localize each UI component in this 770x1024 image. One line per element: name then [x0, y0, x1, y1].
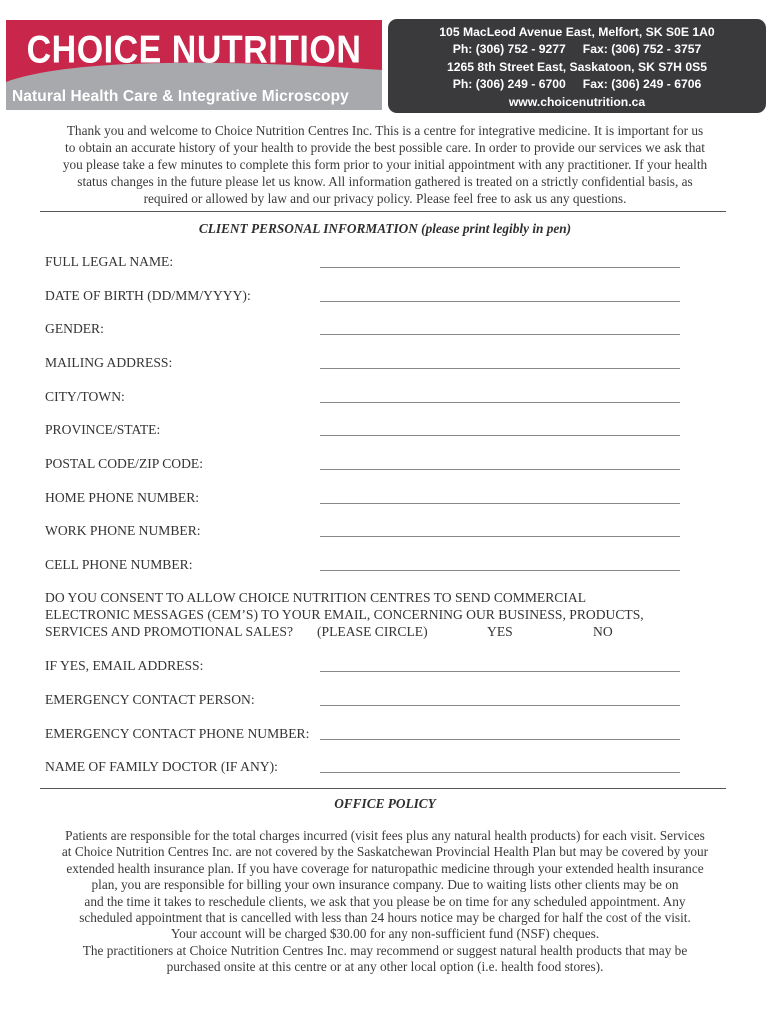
intro-line: you please take a few minutes to complete this form prior to your initial appointment with any practitioner. If your health — [62, 157, 708, 172]
gender-label: GENDER: — [45, 321, 104, 336]
office-policy-text — [40, 828, 730, 976]
section-divider — [40, 788, 726, 789]
city-field[interactable] — [320, 402, 680, 403]
gender-field[interactable] — [320, 334, 680, 335]
policy-line: purchased onsite at this centre or at any other local option (i.e. health food stores). — [166, 959, 604, 975]
intro-line: status changes in the future please let us know. All information gathered is treated on a strictly confidential basis, as — [77, 174, 693, 189]
policy-line: and the time it takes to reschedule clients, we ask that you please be on time for any scheduled appointment. Any — [84, 893, 686, 909]
saskatoon-phone: Ph: (306) 249 - 6700 Fax: (306) 249 - 6706 — [452, 77, 702, 92]
consent-line: SERVICES AND PROMOTIONAL SALES? — [45, 624, 294, 639]
consent-no-option[interactable]: NO — [593, 624, 613, 639]
cell-phone-field[interactable] — [320, 570, 680, 571]
intro-line: Thank you and welcome to Choice Nutrition Centres Inc. This is a centre for integrative medicine. It is important for us — [66, 123, 704, 138]
please-circle-label: (PLEASE CIRCLE) — [317, 624, 428, 639]
mailing-address-field[interactable] — [320, 368, 680, 369]
policy-line: Your account will be charged $30.00 for any non-sufficient fund (NSF) cheques. — [170, 926, 600, 942]
policy-line: plan, you are responsible for billing your own insurance company. Due to waiting lists other clients may be on — [91, 877, 679, 893]
province-field[interactable] — [320, 435, 680, 436]
dob-label: DATE OF BIRTH (DD/MM/YYYY): — [45, 288, 251, 303]
melfort-phone: Ph: (306) 752 - 9277 Fax: (306) 752 - 3757 — [452, 42, 702, 57]
home-phone-field[interactable] — [320, 503, 680, 504]
email-label: IF YES, EMAIL ADDRESS: — [45, 658, 204, 673]
logo-tagline: Natural Health Care & Integrative Microscopy — [12, 88, 349, 105]
emergency-contact-label: EMERGENCY CONTACT PERSON: — [45, 692, 255, 707]
family-doctor-field[interactable] — [320, 772, 680, 773]
emergency-phone-field[interactable] — [320, 739, 680, 740]
intro-line: required or allowed by law and our privacy policy. Please feel free to ask us any questions. — [143, 191, 627, 206]
emergency-contact-field[interactable] — [320, 705, 680, 706]
consent-yes-option[interactable]: YES — [487, 624, 513, 639]
consent-line: DO YOU CONSENT TO ALLOW CHOICE NUTRITION CENTRES TO SEND COMMERCIAL — [45, 590, 586, 605]
policy-line: extended health insurance plan. If you have coverage for naturopathic medicine through your extended health insurance — [66, 860, 704, 876]
dob-field[interactable] — [320, 301, 680, 302]
work-phone-label: WORK PHONE NUMBER: — [45, 523, 201, 538]
policy-line: at Choice Nutrition Centres Inc. are not covered by the Saskatchewan Provincial Health Plan but may be covered by your — [61, 844, 709, 860]
postal-code-field[interactable] — [320, 469, 680, 470]
emergency-phone-label: EMERGENCY CONTACT PHONE NUMBER: — [45, 726, 310, 741]
family-doctor-label: NAME OF FAMILY DOCTOR (IF ANY): — [45, 759, 278, 774]
office-policy-heading: OFFICE POLICY — [334, 796, 436, 811]
consent-line-options — [45, 623, 685, 640]
consent-line: ELECTRONIC MESSAGES (CEM’S) TO YOUR EMAIL, CONCERNING OUR BUSINESS, PRODUCTS, — [45, 607, 644, 622]
company-logo — [6, 20, 382, 110]
logo-title: CHOICE NUTRITION — [26, 28, 362, 72]
full-name-field[interactable] — [320, 267, 680, 268]
policy-line: The practitioners at Choice Nutrition Centres Inc. may recommend or suggest natural health products that may be — [82, 942, 688, 958]
email-field[interactable] — [320, 671, 680, 672]
province-label: PROVINCE/STATE: — [45, 422, 161, 437]
full-name-label: FULL LEGAL NAME: — [45, 254, 174, 269]
address-box — [388, 19, 766, 113]
cem-consent-question — [45, 589, 685, 640]
saskatoon-address: 1265 8th Street East, Saskatoon, SK S7H 0S5 — [446, 59, 708, 74]
section-divider — [40, 211, 726, 212]
website: www.choicenutrition.ca — [508, 94, 646, 109]
work-phone-field[interactable] — [320, 536, 680, 537]
policy-line: Patients are responsible for the total charges incurred (visit fees plus any natural health products) for each visit. Services — [65, 828, 705, 843]
city-label: CITY/TOWN: — [45, 389, 125, 404]
mailing-address-label: MAILING ADDRESS: — [45, 355, 173, 370]
policy-line: scheduled appointment that is cancelled with less than 24 hours notice may be charged for half the cost of the visit. — [79, 910, 691, 926]
home-phone-label: HOME PHONE NUMBER: — [45, 490, 200, 505]
melfort-address: 105 MacLeod Avenue East, Melfort, SK S0E 1A0 — [439, 25, 715, 39]
intro-paragraph — [40, 122, 730, 207]
cell-phone-label: CELL PHONE NUMBER: — [45, 557, 193, 572]
personal-info-heading: CLIENT PERSONAL INFORMATION (please print legibly in pen) — [198, 221, 572, 236]
postal-code-label: POSTAL CODE/ZIP CODE: — [45, 456, 204, 471]
intro-line: to obtain an accurate history of your health to provide the best possible care. In order to provide our services we ask that — [65, 140, 705, 155]
